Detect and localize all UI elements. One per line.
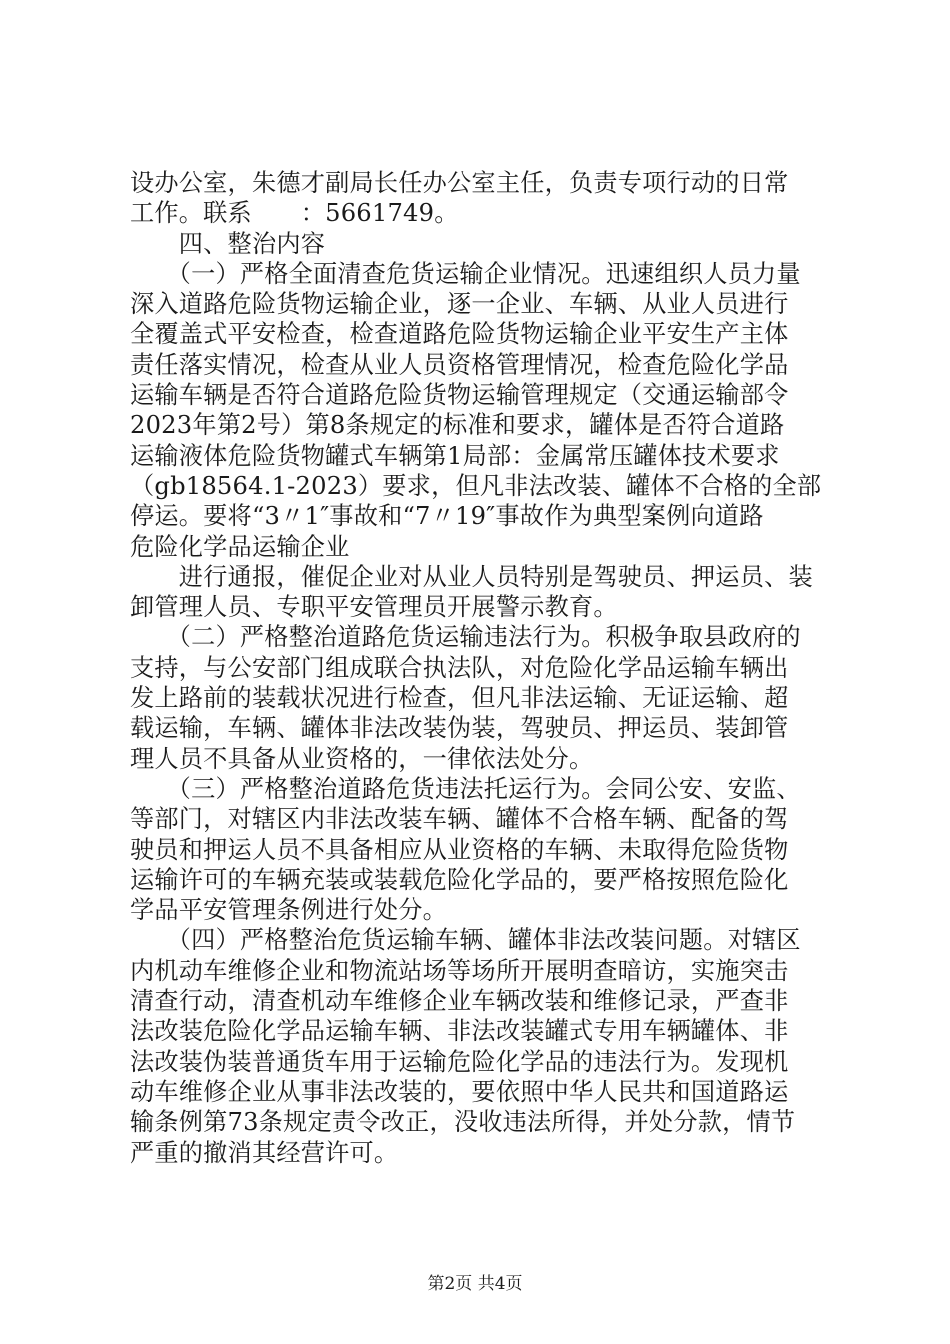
text-line: （四）严格整治危货运输车辆、罐体非法改装问题。对辖区	[130, 926, 801, 955]
text-line: （gb18564.1-2023）要求，但凡非法改装、罐体不合格的全部	[130, 471, 822, 500]
text-line: 运输液体危险货物罐式车辆第1局部：金属常压罐体技术要求	[130, 441, 780, 470]
text-line: 运输车辆是否符合道路危险货物运输管理规定（交通运输部令	[130, 381, 789, 410]
text-line: 支持，与公安部门组成联合执法队，对危险化学品运输车辆出	[130, 653, 789, 682]
text-line: 设办公室，朱德才副局长任办公室主任，负责专项行动的日常	[130, 169, 789, 197]
text-line: 法改装伪装普通货车用于运输危险化学品的违法行为。发现机	[130, 1047, 789, 1076]
document-body	[130, 168, 830, 1168]
text-line: 严重的撤消其经营许可。	[130, 1138, 399, 1167]
text-line: 运输许可的车辆充装或装载危险化学品的，要严格按照危险化	[130, 865, 789, 894]
text-line: 驶员和押运人员不具备相应从业资格的车辆、未取得危险货物	[130, 835, 789, 864]
text-line: （三）严格整治道路危货违法托运行为。会同公安、安监、	[130, 774, 801, 803]
text-line: 责任落实情况，检查从业人员资格管理情况，检查危险化学品	[130, 350, 789, 379]
text-line: 停运。要将“3〃1″事故和“7〃19″事故作为典型案例向道路	[130, 502, 764, 531]
text-line: 载运输，车辆、罐体非法改装伪装，驾驶员、押运员、装卸管	[130, 714, 789, 743]
text-line: 发上路前的装载状况进行检查，但凡非法运输、无证运输、超	[130, 684, 789, 713]
text-line: 输条例第73条规定责令改正，没收违法所得，并处分款，情节	[130, 1108, 796, 1137]
text-line: 清查行动，清查机动车维修企业车辆改装和维修记录，严查非	[130, 987, 789, 1016]
page-footer: 第2页 共4页	[427, 1274, 523, 1294]
text-line: 深入道路危险货物运输企业，逐一企业、车辆、从业人员进行	[130, 290, 789, 319]
text-line: 法改装危险化学品运输车辆、非法改装罐式专用车辆罐体、非	[130, 1017, 789, 1046]
text-line: 理人员不具备从业资格的，一律依法处分。	[130, 744, 594, 773]
text-line: 动车维修企业从事非法改装的，要依照中华人民共和国道路运	[130, 1077, 789, 1106]
text-line: （二）严格整治道路危货运输违法行为。积极争取县政府的	[130, 623, 801, 652]
section-heading: 四、整治内容	[130, 229, 326, 258]
text-line: 卸管理人员、专职平安管理员开展警示教育。	[130, 593, 618, 622]
text-line: 等部门，对辖区内非法改装车辆、罐体不合格车辆、配备的驾	[130, 805, 789, 834]
text-line: 工作。联系 ：5661749。	[130, 199, 459, 228]
text-line: 进行通报，催促企业对从业人员特别是驾驶员、押运员、装	[130, 562, 813, 591]
text-line: 全覆盖式平安检查，检查道路危险货物运输企业平安生产主体	[130, 320, 789, 349]
text-line: 内机动车维修企业和物流站场等场所开展明查暗访，实施突击	[130, 956, 789, 985]
text-line: 2023年第2号）第8条规定的标准和要求，罐体是否符合道路	[130, 411, 785, 440]
text-line: 危险化学品运输企业	[130, 532, 350, 561]
text-line: 学品平安管理条例进行处分。	[130, 896, 448, 925]
text-line: （一）严格全面清查危货运输企业情况。迅速组织人员力量	[130, 259, 801, 288]
